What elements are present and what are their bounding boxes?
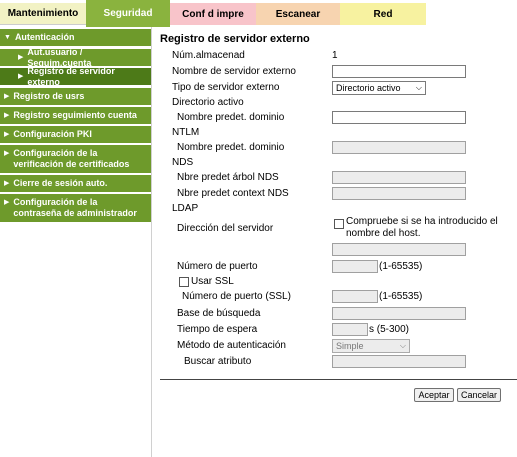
top-tab-bar — [0, 0, 517, 27]
nds-context-input[interactable] — [332, 187, 466, 200]
sidebar-item-contrasena-administrador[interactable] — [0, 194, 151, 222]
nombre-dominio-input[interactable] — [332, 111, 466, 124]
nombre-servidor-input[interactable] — [332, 65, 466, 78]
chevron-down-icon: ⌵ — [415, 83, 422, 92]
sidebar — [0, 27, 152, 457]
section-nds: NDS — [172, 157, 194, 168]
buscar-atributo-label: Buscar atributo — [184, 356, 252, 367]
sidebar-item-label: Registro seguimiento cuenta — [13, 110, 137, 120]
tipo-servidor-select[interactable] — [332, 81, 426, 95]
sidebar-item-registro-seguimiento[interactable] — [0, 107, 151, 124]
check-host-checkbox[interactable] — [334, 219, 344, 229]
nds-context-label: Nbre predet context NDS — [177, 188, 289, 199]
sidebar-item-label: Aut.usuario / Seguim.cuenta — [27, 46, 92, 68]
tab-conf-impre[interactable]: Conf d impre — [170, 3, 256, 25]
main-content — [160, 27, 517, 457]
sidebar-item-label: Configuración de la verificación de certificados — [13, 148, 130, 169]
puerto-ssl-label: Número de puerto (SSL) — [182, 291, 291, 302]
puerto-ssl-range: (1-65535) — [379, 291, 423, 302]
metodo-auth-selected: Simple — [336, 341, 364, 351]
tipo-servidor-label: Tipo de servidor externo — [172, 82, 280, 93]
chevron-down-icon: ⌵ — [399, 341, 406, 350]
buscar-atributo-input[interactable] — [332, 355, 466, 368]
puerto-label: Número de puerto — [177, 261, 258, 272]
triangle-right-icon: ▶ — [4, 131, 10, 138]
direccion-servidor-label: Dirección del servidor — [177, 223, 274, 234]
sidebar-item-registro-servidor-externo[interactable] — [0, 65, 151, 87]
nombre-servidor-label: Nombre de servidor externo — [172, 66, 296, 77]
triangle-right-icon: ▶ — [4, 180, 10, 187]
nds-arbol-label: Nbre predet árbol NDS — [177, 172, 279, 183]
sidebar-item-label: Autenticación — [14, 32, 75, 42]
tab-mantenimiento[interactable]: Mantenimiento — [0, 3, 86, 25]
puerto-ssl-input[interactable] — [332, 290, 378, 303]
tiempo-espera-label: Tiempo de espera — [177, 324, 258, 335]
tab-seguridad[interactable]: Seguridad — [86, 0, 170, 27]
num-almacenad-value: 1 — [332, 50, 338, 61]
triangle-right-icon: ▶ — [4, 150, 10, 157]
sidebar-item-aut-usuario[interactable] — [0, 46, 151, 68]
sidebar-item-autenticacion[interactable] — [0, 29, 151, 46]
tiempo-espera-range: s (5-300) — [369, 324, 410, 335]
puerto-range: (1-65535) — [379, 261, 423, 272]
section-ntlm: NTLM — [172, 127, 200, 138]
cancelar-button[interactable]: Cancelar — [457, 388, 501, 402]
metodo-auth-label: Método de autenticación — [177, 340, 286, 351]
sidebar-item-verificacion-certificados[interactable] — [0, 145, 151, 173]
tipo-servidor-selected: Directorio activo — [336, 83, 401, 93]
sidebar-item-label: Configuración de la contraseña de administrador — [13, 197, 137, 218]
sidebar-item-label: Cierre de sesión auto. — [13, 178, 108, 188]
triangle-right-icon: ▶ — [18, 73, 24, 80]
triangle-right-icon: ▶ — [4, 199, 10, 206]
sidebar-item-cierre-sesion[interactable] — [0, 175, 151, 192]
check-host-label: Compruebe si se ha introducido el nombre del host. — [346, 216, 498, 239]
nombre-dominio-label: Nombre predet. dominio — [177, 112, 285, 123]
metodo-auth-select[interactable] — [332, 339, 410, 353]
tab-red[interactable]: Red — [340, 3, 426, 25]
triangle-down-icon: ▼ — [4, 34, 11, 41]
ntlm-dominio-label: Nombre predet. dominio — [177, 142, 285, 153]
num-almacenad-label: Núm.almacenad — [172, 50, 245, 61]
section-ldap: LDAP — [172, 203, 199, 214]
sidebar-item-label: Configuración PKI — [13, 129, 92, 139]
sidebar-item-configuracion-pki[interactable] — [0, 126, 151, 143]
sidebar-item-label: Registro de servidor externo — [27, 65, 115, 87]
usar-ssl-label: Usar SSL — [191, 276, 234, 287]
sidebar-item-registro-usrs[interactable] — [0, 88, 151, 105]
tab-escanear[interactable]: Escanear — [256, 3, 340, 25]
divider — [160, 379, 517, 380]
sidebar-item-label: Registro de usrs — [13, 91, 85, 101]
tiempo-espera-input[interactable] — [332, 323, 368, 336]
aceptar-button[interactable]: Aceptar — [414, 388, 454, 402]
triangle-right-icon: ▶ — [18, 54, 24, 61]
nds-arbol-input[interactable] — [332, 171, 466, 184]
base-busqueda-input[interactable] — [332, 307, 466, 320]
puerto-input[interactable] — [332, 260, 378, 273]
page-title: Registro de servidor externo — [160, 33, 310, 45]
triangle-right-icon: ▶ — [4, 112, 10, 119]
ntlm-dominio-input[interactable] — [332, 141, 466, 154]
triangle-right-icon: ▶ — [4, 93, 10, 100]
usar-ssl-checkbox[interactable] — [179, 277, 189, 287]
base-busqueda-label: Base de búsqueda — [177, 308, 261, 319]
section-directorio-activo: Directorio activo — [172, 97, 244, 108]
direccion-servidor-input[interactable] — [332, 243, 466, 256]
